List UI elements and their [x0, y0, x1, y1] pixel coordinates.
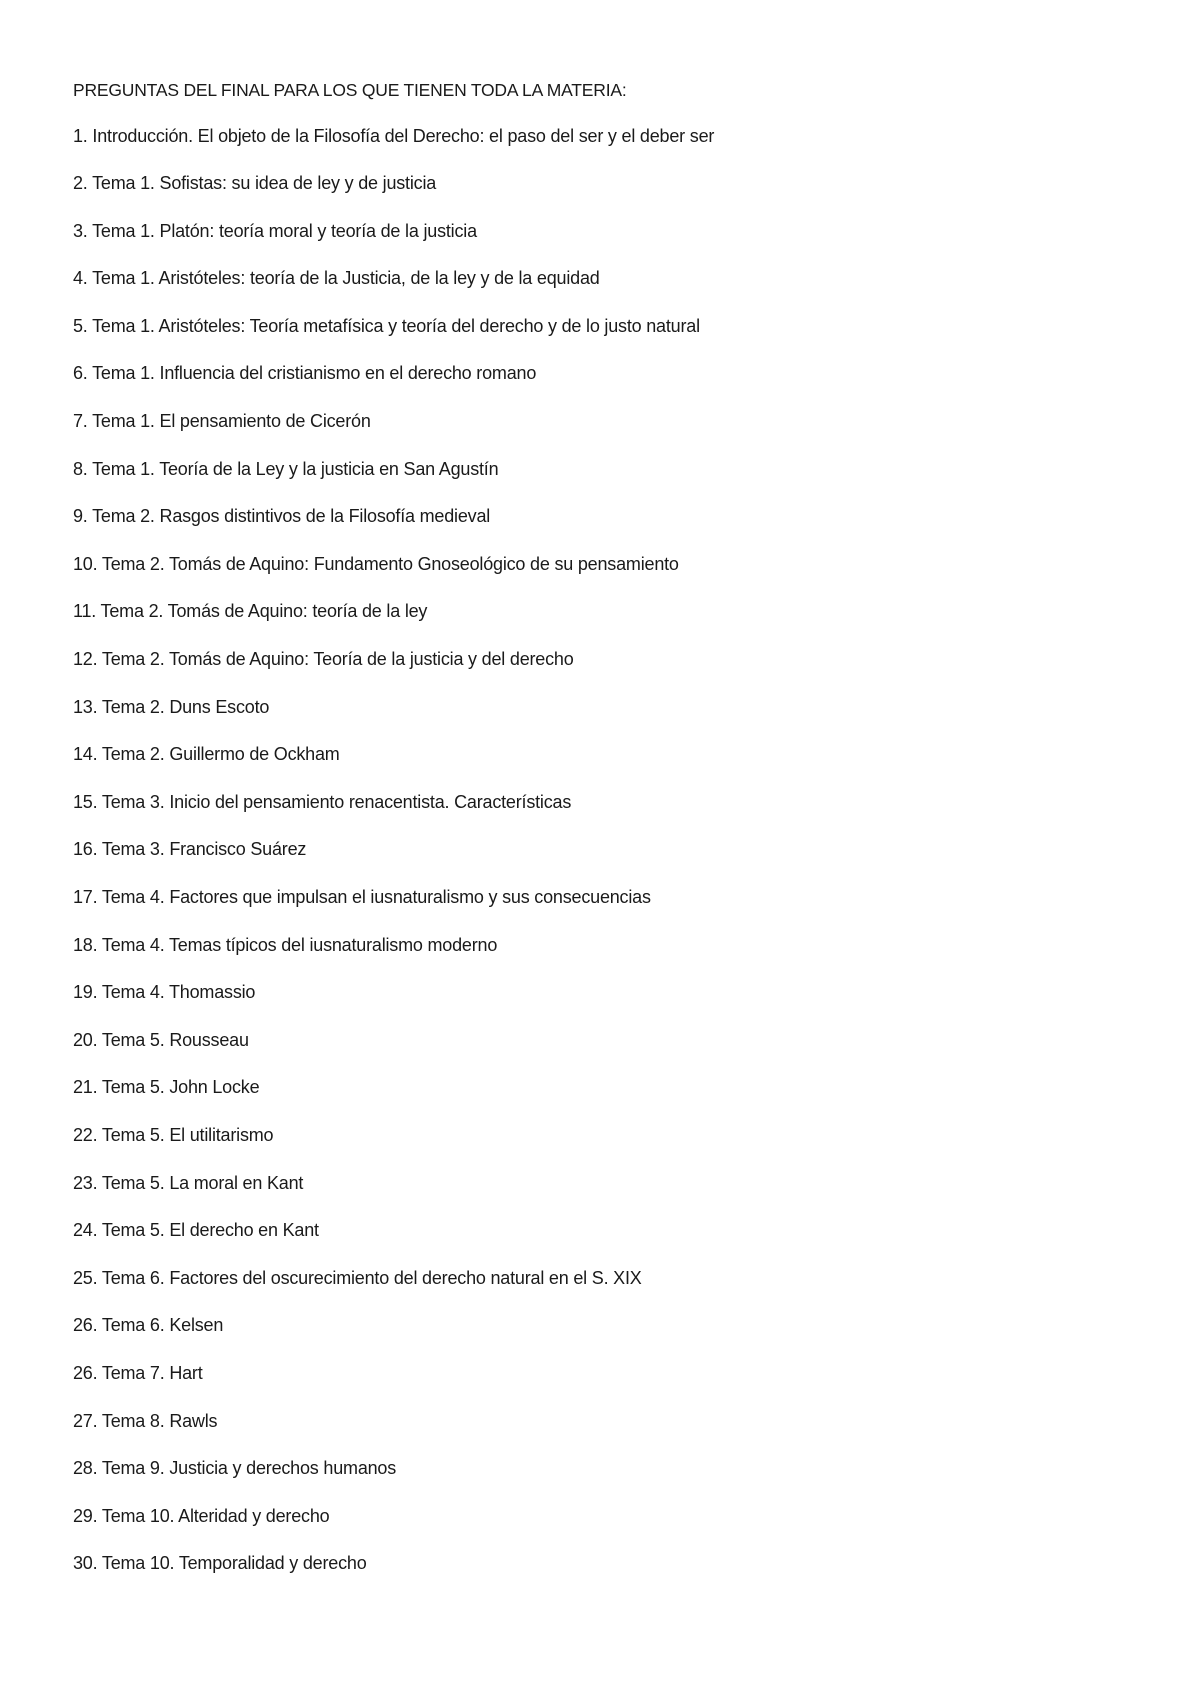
document-title: PREGUNTAS DEL FINAL PARA LOS QUE TIENEN TODA LA MATERIA: — [73, 80, 627, 100]
question-item: 8. Tema 1. Teoría de la Ley y la justicia en San Agustín — [73, 458, 499, 479]
question-item: 21. Tema 5. John Locke — [73, 1077, 260, 1098]
question-item: 23. Tema 5. La moral en Kant — [73, 1172, 304, 1193]
question-item: 5. Tema 1. Aristóteles: Teoría metafísica y teoría del derecho y de lo justo natural — [73, 315, 700, 336]
question-item: 27. Tema 8. Rawls — [73, 1410, 218, 1431]
question-item: 3. Tema 1. Platón: teoría moral y teoría de la justicia — [73, 220, 477, 241]
question-item: 1. Introducción. El objeto de la Filosofía del Derecho: el paso del ser y el deber ser — [73, 125, 715, 146]
question-item: 25. Tema 6. Factores del oscurecimiento del derecho natural en el S. XIX — [73, 1267, 642, 1288]
question-item: 30. Tema 10. Temporalidad y derecho — [73, 1553, 367, 1574]
question-item: 22. Tema 5. El utilitarismo — [73, 1124, 274, 1145]
question-item: 29. Tema 10. Alteridad y derecho — [73, 1505, 330, 1526]
question-item: 18. Tema 4. Temas típicos del iusnaturalismo moderno — [73, 934, 498, 955]
question-item: 26. Tema 7. Hart — [73, 1362, 203, 1383]
question-item: 26. Tema 6. Kelsen — [73, 1315, 224, 1336]
question-item: 4. Tema 1. Aristóteles: teoría de la Justicia, de la ley y de la equidad — [73, 268, 600, 289]
question-item: 2. Tema 1. Sofistas: su idea de ley y de justicia — [73, 173, 437, 194]
question-item: 13. Tema 2. Duns Escoto — [73, 696, 270, 717]
question-item: 6. Tema 1. Influencia del cristianismo en el derecho romano — [73, 363, 537, 384]
question-item: 10. Tema 2. Tomás de Aquino: Fundamento Gnoseológico de su pensamiento — [73, 553, 679, 574]
question-item: 7. Tema 1. El pensamiento de Cicerón — [73, 411, 371, 432]
question-item: 11. Tema 2. Tomás de Aquino: teoría de la ley — [73, 601, 428, 622]
question-item: 15. Tema 3. Inicio del pensamiento renacentista. Características — [73, 791, 572, 812]
question-item: 28. Tema 9. Justicia y derechos humanos — [73, 1458, 397, 1479]
question-item: 19. Tema 4. Thomassio — [73, 982, 256, 1003]
question-item: 9. Tema 2. Rasgos distintivos de la Filosofía medieval — [73, 506, 491, 527]
question-item: 16. Tema 3. Francisco Suárez — [73, 839, 307, 860]
question-list — [73, 124, 1153, 1576]
question-item: 20. Tema 5. Rousseau — [73, 1029, 249, 1050]
question-item: 14. Tema 2. Guillermo de Ockham — [73, 744, 340, 765]
document-page — [73, 78, 1153, 1599]
question-item: 17. Tema 4. Factores que impulsan el iusnaturalismo y sus consecuencias — [73, 887, 651, 907]
question-item: 24. Tema 5. El derecho en Kant — [73, 1220, 319, 1241]
question-item: 12. Tema 2. Tomás de Aquino: Teoría de la justicia y del derecho — [73, 649, 574, 670]
